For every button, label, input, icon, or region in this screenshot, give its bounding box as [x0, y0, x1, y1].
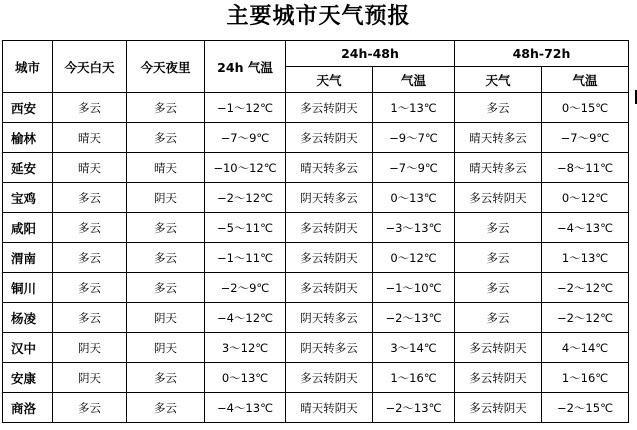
- table-row: [3, 303, 629, 333]
- header-tonight: 今天夜里: [127, 41, 205, 93]
- header-temp-48: 气温: [373, 67, 455, 93]
- cell-weather-48h: 多云转阴天: [286, 273, 373, 303]
- table-row: [3, 393, 629, 423]
- cell-tonight: 多云: [127, 393, 205, 423]
- cell-city: 杨凌: [3, 303, 53, 333]
- cell-weather-72h: 多云转阴天: [455, 183, 542, 213]
- cell-temp-72h: −2～12℃: [542, 303, 629, 333]
- cell-weather-48h: 阴天转多云: [286, 303, 373, 333]
- table-row: [3, 363, 629, 393]
- cell-weather-72h: 晴天转多云: [455, 153, 542, 183]
- cell-weather-72h: 多云: [455, 273, 542, 303]
- header-weather-72: 天气: [455, 67, 542, 93]
- cell-weather-48h: 晴天转阴天: [286, 393, 373, 423]
- cell-temp-24h: −5～11℃: [205, 213, 286, 243]
- page-title: 主要城市天气预报: [226, 4, 411, 29]
- cell-tonight: 多云: [127, 123, 205, 153]
- table-row: [3, 243, 629, 273]
- cell-temp-72h: 1～13℃: [542, 243, 629, 273]
- cell-temp-48h: 3～14℃: [373, 333, 455, 363]
- cell-weather-48h: 多云转阴天: [286, 363, 373, 393]
- cell-temp-24h: −7～9℃: [205, 123, 286, 153]
- cell-today-day: 多云: [53, 243, 127, 273]
- header-temp-72: 气温: [542, 67, 629, 93]
- cell-city: 西安: [3, 93, 53, 123]
- cell-temp-48h: 0～12℃: [373, 243, 455, 273]
- cell-city: 安康: [3, 363, 53, 393]
- cell-today-day: 多云: [53, 183, 127, 213]
- cell-today-day: 晴天: [53, 153, 127, 183]
- cell-today-day: 多云: [53, 213, 127, 243]
- cell-tonight: 阴天: [127, 303, 205, 333]
- cell-temp-48h: 1～13℃: [373, 93, 455, 123]
- cell-weather-48h: 多云转阴天: [286, 93, 373, 123]
- table-row: [3, 333, 629, 363]
- cell-temp-72h: −7～9℃: [542, 123, 629, 153]
- cell-temp-24h: −1～11℃: [205, 243, 286, 273]
- cell-city: 宝鸡: [3, 183, 53, 213]
- table-row: [3, 153, 629, 183]
- cell-temp-24h: −2～9℃: [205, 273, 286, 303]
- cell-temp-24h: −1～12℃: [205, 93, 286, 123]
- cell-temp-48h: −9～7℃: [373, 123, 455, 153]
- cell-temp-72h: 0～12℃: [542, 183, 629, 213]
- header-weather-48: 天气: [286, 67, 373, 93]
- header-row-top: [3, 41, 629, 67]
- cell-tonight: 多云: [127, 363, 205, 393]
- header-today-day: 今天白天: [53, 41, 127, 93]
- cell-tonight: 多云: [127, 243, 205, 273]
- cell-today-day: 多云: [53, 393, 127, 423]
- cell-temp-72h: 4～14℃: [542, 333, 629, 363]
- table-row: [3, 183, 629, 213]
- cell-today-day: 晴天: [53, 123, 127, 153]
- cell-tonight: 多云: [127, 213, 205, 243]
- forecast-table: [2, 40, 629, 423]
- cell-weather-72h: 多云转阴天: [455, 363, 542, 393]
- cell-temp-72h: 1～16℃: [542, 363, 629, 393]
- cell-temp-24h: 3～12℃: [205, 333, 286, 363]
- cell-city: 延安: [3, 153, 53, 183]
- cell-city: 汉中: [3, 333, 53, 363]
- cell-today-day: 多云: [53, 273, 127, 303]
- table-row: [3, 213, 629, 243]
- cell-temp-48h: −2～13℃: [373, 393, 455, 423]
- header-period-48-72: 48h-72h: [455, 41, 629, 67]
- cell-temp-72h: −2～15℃: [542, 393, 629, 423]
- cell-city: 咸阳: [3, 213, 53, 243]
- cell-temp-24h: 0～13℃: [205, 363, 286, 393]
- cell-weather-72h: 多云: [455, 213, 542, 243]
- cell-weather-72h: 多云: [455, 243, 542, 273]
- cell-temp-24h: −4～12℃: [205, 303, 286, 333]
- cell-tonight: 晴天: [127, 153, 205, 183]
- cell-tonight: 阴天: [127, 183, 205, 213]
- cell-weather-48h: 多云转阴天: [286, 243, 373, 273]
- cell-temp-48h: 1～16℃: [373, 363, 455, 393]
- cell-temp-24h: −4～13℃: [205, 393, 286, 423]
- cell-temp-48h: 0～13℃: [373, 183, 455, 213]
- cell-temp-72h: −2～12℃: [542, 273, 629, 303]
- cell-weather-72h: 多云: [455, 303, 542, 333]
- cell-weather-72h: 多云: [455, 93, 542, 123]
- cell-weather-72h: 多云转阴天: [455, 393, 542, 423]
- table-row: [3, 93, 629, 123]
- cell-tonight: 阴天: [127, 333, 205, 363]
- cell-tonight: 多云: [127, 93, 205, 123]
- cell-temp-48h: −3～13℃: [373, 213, 455, 243]
- cell-weather-48h: 晴天转多云: [286, 153, 373, 183]
- cell-weather-48h: 阴天转多云: [286, 333, 373, 363]
- table-row: [3, 123, 629, 153]
- cell-temp-48h: −7～9℃: [373, 153, 455, 183]
- cell-tonight: 多云: [127, 273, 205, 303]
- cell-temp-24h: −2～12℃: [205, 183, 286, 213]
- cell-temp-72h: −8～11℃: [542, 153, 629, 183]
- cell-city: 商洛: [3, 393, 53, 423]
- cell-weather-48h: 多云转阴天: [286, 123, 373, 153]
- cell-weather-72h: 多云转阴天: [455, 333, 542, 363]
- cell-temp-24h: −10～12℃: [205, 153, 286, 183]
- header-temp-24h: 24h 气温: [205, 41, 286, 93]
- cell-temp-72h: 0～15℃: [542, 93, 629, 123]
- cell-weather-72h: 晴天转多云: [455, 123, 542, 153]
- header-period-24-48: 24h-48h: [286, 41, 455, 67]
- cell-temp-48h: −1～10℃: [373, 273, 455, 303]
- cell-weather-48h: 多云转阴天: [286, 213, 373, 243]
- table-row: [3, 273, 629, 303]
- cell-city: 铜川: [3, 273, 53, 303]
- cell-weather-48h: 阴天转多云: [286, 183, 373, 213]
- forecast-body: [3, 93, 629, 423]
- header-city: 城市: [3, 41, 53, 93]
- cell-temp-72h: −4～13℃: [542, 213, 629, 243]
- cell-temp-48h: −2～13℃: [373, 303, 455, 333]
- cell-city: 榆林: [3, 123, 53, 153]
- cell-today-day: 多云: [53, 93, 127, 123]
- cell-city: 渭南: [3, 243, 53, 273]
- cell-today-day: 阴天: [53, 363, 127, 393]
- cell-today-day: 多云: [53, 303, 127, 333]
- cell-today-day: 阴天: [53, 333, 127, 363]
